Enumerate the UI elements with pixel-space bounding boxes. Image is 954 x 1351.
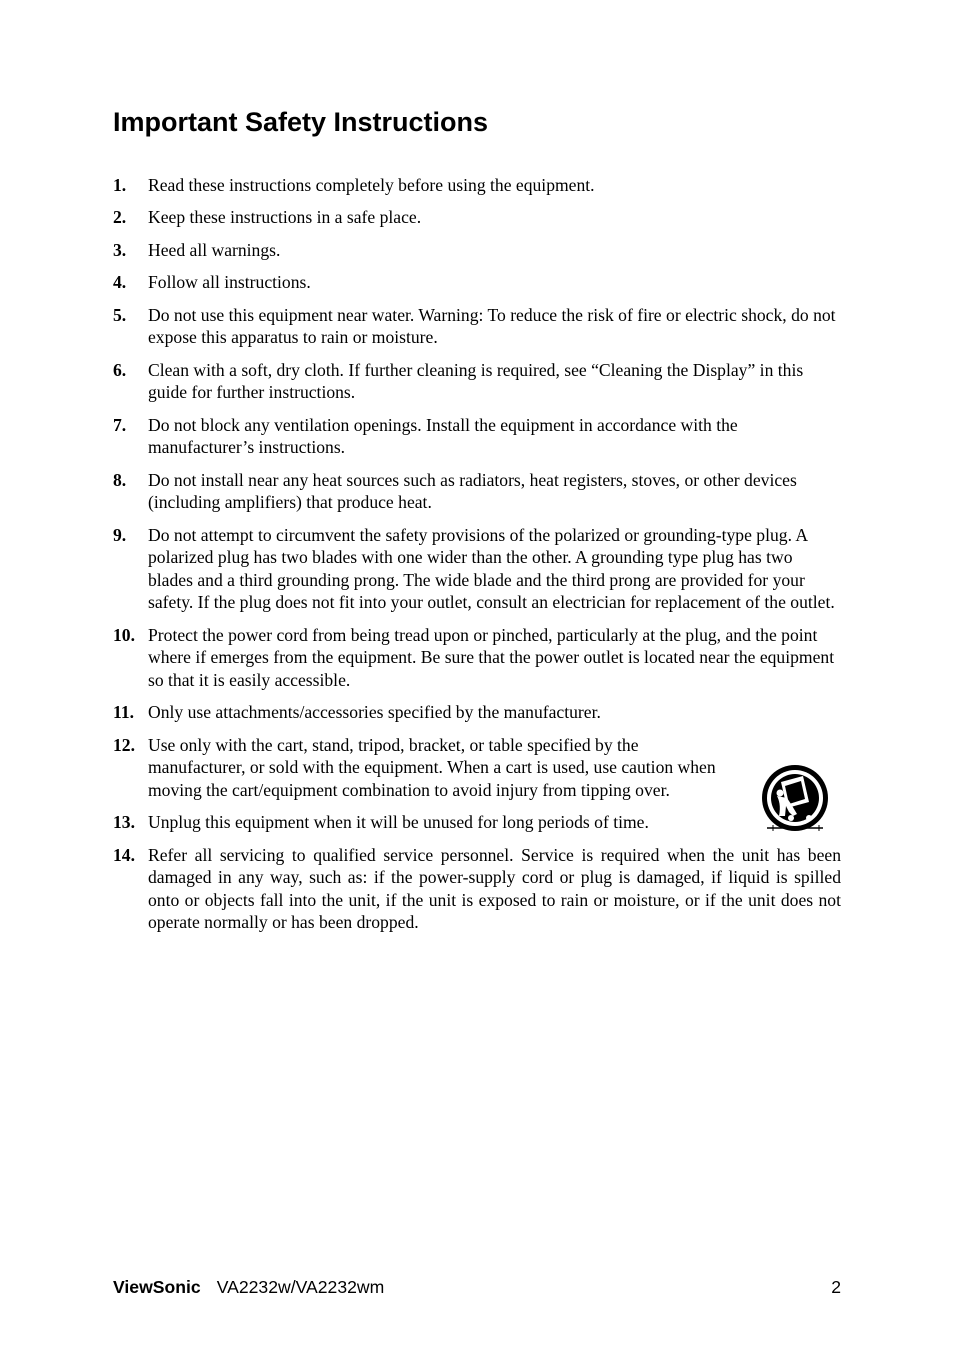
list-item [113, 624, 841, 692]
item-text: Keep these instructions in a safe place. [148, 207, 422, 228]
item-number: 1. [113, 175, 127, 195]
list-item [113, 304, 841, 349]
list-item [113, 359, 841, 404]
page-number: 2 [831, 1277, 841, 1297]
item-text: Do not install near any heat sources such as radiators, heat registers, stoves, or other devices (including amplifiers) that produce heat. [148, 469, 797, 513]
list-item [113, 174, 841, 197]
footer-model: VA2232w/VA2232wm [216, 1277, 385, 1297]
list-item [113, 811, 841, 834]
item-number: 7. [113, 414, 127, 435]
list-item [113, 524, 841, 614]
item-number: 9. [113, 524, 127, 545]
item-number: 11. [113, 702, 135, 723]
cart-tip-over-warning-icon [759, 762, 831, 834]
item-number: 6. [113, 359, 127, 380]
page-title: Important Safety Instructions [113, 107, 489, 137]
item-text: Heed all warnings. [148, 239, 281, 260]
item-number: 10. [113, 624, 135, 645]
item-text: Read these instructions completely before using the equipment. [148, 175, 595, 195]
item-text: Refer all servicing to qualified service personnel. Service is required when the unit has been damaged in any way, such as: if the power-supply cord or plug is damaged, if liquid is spilled onto or objects fall into the unit, if the unit is exposed to rain or moisture, or if the unit does not operate normally or has been dropped. [148, 844, 841, 933]
item-text: Clean with a soft, dry cloth. If further cleaning is required, see “Cleaning the Display” in this guide for further instructions. [148, 359, 804, 403]
item-text: Do not use this equipment near water. Warning: To reduce the risk of fire or electric shock, do not expose this apparatus to rain or moisture. [148, 304, 836, 348]
item-number: 12. [113, 734, 135, 755]
item-number: 3. [113, 239, 127, 260]
item-number: 14. [113, 844, 135, 865]
list-item [113, 206, 841, 229]
item-number: 2. [113, 207, 127, 228]
list-item [113, 734, 841, 802]
item-text: Use only with the cart, stand, tripod, bracket, or table specified by the manufacturer, or sold with the equipment. When a cart is used, use caution when moving the cart/equipment combination to avoid injury from tipping over. [148, 734, 716, 800]
safety-instructions-list [113, 174, 841, 944]
item-text: Do not attempt to circumvent the safety provisions of the polarized or grounding-type plug. A polarized plug has two blades with one wider than the other. A grounding type plug has two blades and a third grounding prong. The wide blade and the third prong are provided for your safety. If the plug does not fit into your outlet, consult an electrician for replacement of the outlet. [148, 524, 835, 613]
item-text: Unplug this equipment when it will be unused for long periods of time. [148, 812, 649, 833]
item-text: Protect the power cord from being tread upon or pinched, particularly at the plug, and the point where if emerges from the equipment. Be sure that the power outlet is located near the equipment so that it is easily accessible. [148, 624, 835, 690]
list-item [113, 844, 841, 934]
list-item [113, 271, 841, 294]
item-number: 4. [113, 272, 127, 293]
list-item [113, 469, 841, 514]
item-text: Follow all instructions. [148, 272, 311, 293]
item-number: 8. [113, 469, 127, 490]
item-number: 13. [113, 812, 135, 833]
list-item [113, 239, 841, 262]
item-text: Do not block any ventilation openings. Install the equipment in accordance with the manufacturer’s instructions. [148, 414, 738, 458]
footer-brand: ViewSonic [113, 1277, 201, 1297]
list-item [113, 414, 841, 459]
page-footer [113, 1277, 841, 1301]
item-number: 5. [113, 304, 127, 325]
list-item [113, 701, 841, 724]
item-text: Only use attachments/accessories specified by the manufacturer. [148, 702, 601, 723]
